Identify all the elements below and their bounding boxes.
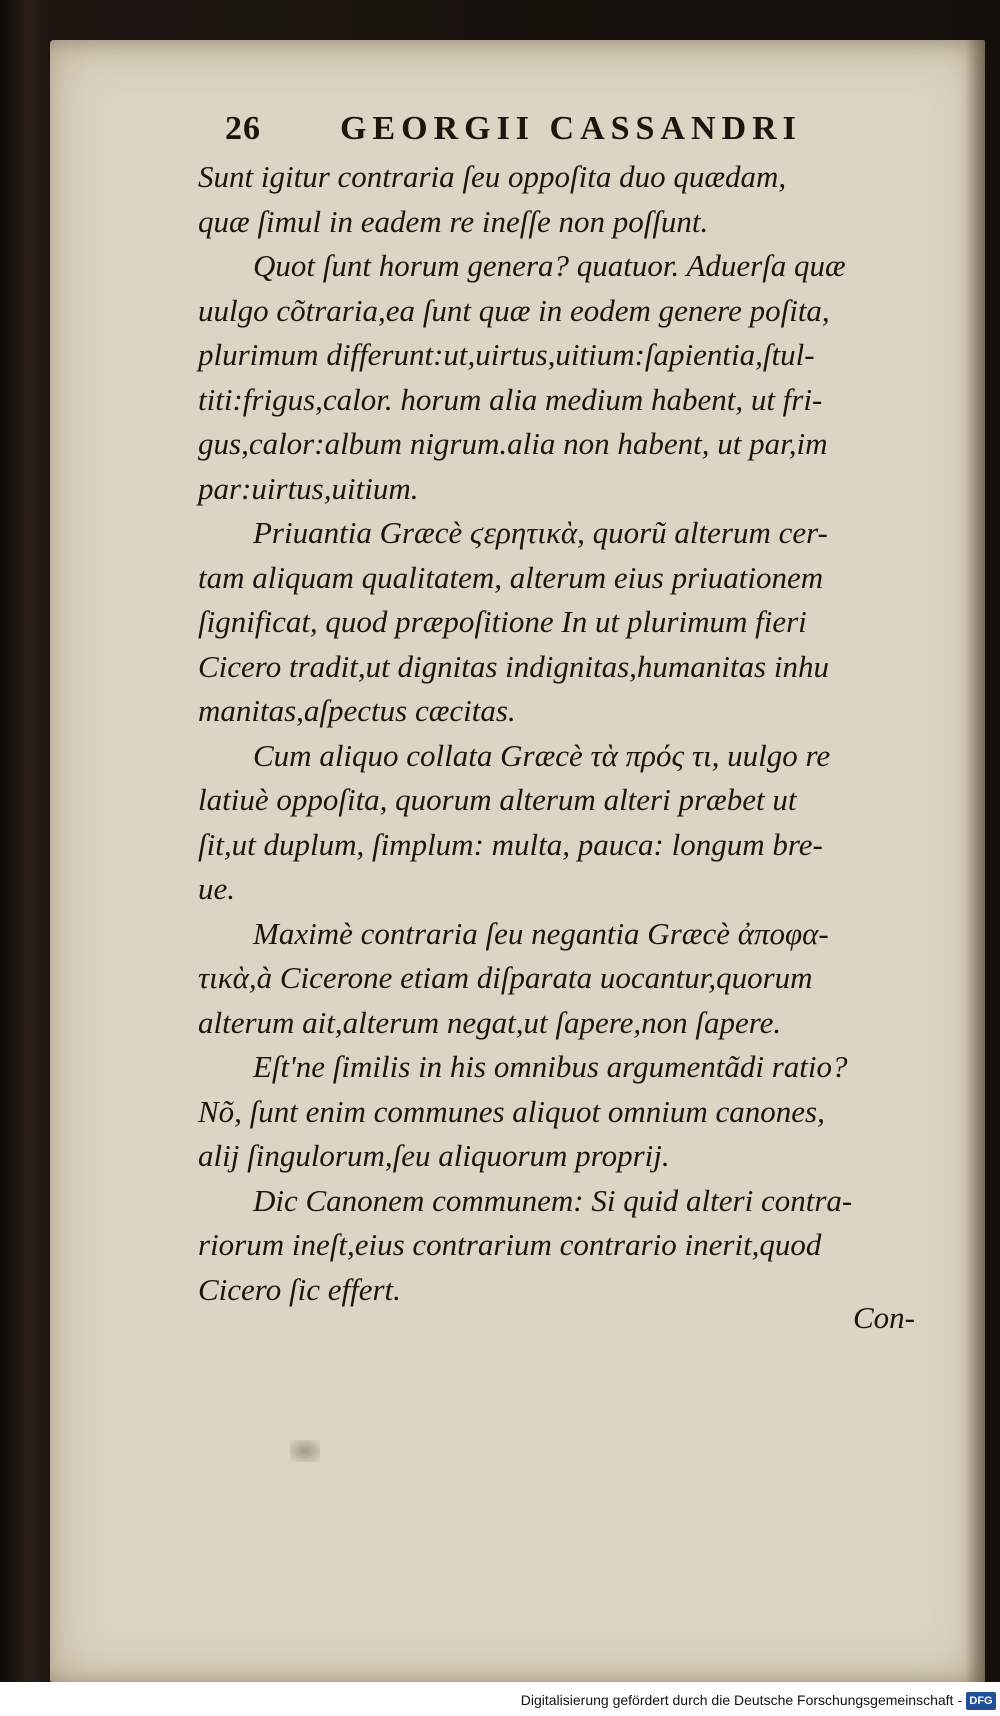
- text-line: ſignificat, quod præpoſitione In ut plurimum fieri: [198, 604, 807, 639]
- footer-credit: Digitalisierung gefördert durch die Deutsche Forschungsgemeinschaft -: [520, 1692, 962, 1708]
- catchword: Con-: [853, 1300, 915, 1335]
- paragraph: [198, 1045, 938, 1179]
- text-line: Priuantia Græcè ϛερητικὰ, quorũ alterum cer-: [253, 515, 828, 550]
- text-line: Maximè contraria ſeu negantia Græcè ἀποφα-: [253, 915, 829, 951]
- body-text: [198, 155, 938, 1312]
- text-line: tam aliquam qualitatem, alterum eius priuationem: [198, 559, 824, 595]
- text-line: titi:frigus,calor. horum alia medium habent, ut fri-: [198, 381, 823, 417]
- paragraph: [198, 511, 938, 734]
- running-head: [225, 110, 905, 160]
- text-line: riorum ineſt,eius contrarium contrario inerit,quod: [198, 1227, 822, 1262]
- text-line: par:uirtus,uitium.: [198, 470, 419, 506]
- text-line: ſit,ut duplum, ſimplum: multa, pauca: longum bre-: [198, 826, 823, 862]
- text-line: Cicero tradit,ut dignitas indignitas,humanitas inhu: [198, 648, 829, 684]
- text-line: Sunt igitur contraria ſeu oppoſita duo quædam,: [198, 159, 787, 194]
- text-line: latiuè oppoſita, quorum alterum alteri præbet ut: [198, 782, 797, 817]
- paragraph: [198, 244, 938, 511]
- text-line: quæ ſimul in eadem re ineſſe non poſſunt.: [198, 203, 709, 239]
- text-line: Cicero ſic effert.: [198, 1271, 401, 1307]
- text-line: alterum ait,alterum negat,ut ſapere,non ſapere.: [198, 1004, 782, 1040]
- text-line: alij ſingulorum,ſeu aliquorum proprij.: [198, 1138, 670, 1173]
- text-line: gus,calor:album nigrum.alia non habent, ut par,im: [198, 426, 828, 461]
- text-line: plurimum differunt:ut,uirtus,uitium:ſapientia,ſtul-: [198, 337, 815, 372]
- dfg-logo: DFG: [966, 1692, 996, 1710]
- footer-bar: [0, 1682, 1000, 1716]
- text-line: Nõ, ſunt enim communes aliquot omnium canones,: [198, 1093, 825, 1129]
- text-line: manitas,aſpectus cæcitas.: [198, 693, 516, 728]
- book-page: [50, 40, 985, 1685]
- text-line: Cum aliquo collata Græcè τὰ πρός τι, uulgo re: [253, 737, 831, 773]
- ink-smudge: [290, 1440, 320, 1462]
- text-line: τικὰ,à Cicerone etiam diſparata uocantur,quorum: [198, 960, 813, 995]
- text-line: Quot ſunt horum genera? quatuor. Aduerſa quæ: [253, 248, 846, 283]
- running-title: GEORGII CASSANDRI: [340, 110, 802, 147]
- text-line: Dic Canonem communem: Si quid alteri contra-: [253, 1182, 853, 1218]
- text-line: uulgo cõtraria,ea ſunt quæ in eodem genere poſita,: [198, 292, 830, 328]
- text-line: ue.: [198, 871, 236, 906]
- paragraph: [198, 1179, 938, 1313]
- page-number: 26: [225, 110, 261, 147]
- paragraph: [198, 912, 938, 1046]
- paragraph: [198, 734, 938, 912]
- text-line: Eſt'ne ſimilis in his omnibus argumentãdi ratio?: [253, 1049, 848, 1084]
- paragraph: [198, 155, 938, 244]
